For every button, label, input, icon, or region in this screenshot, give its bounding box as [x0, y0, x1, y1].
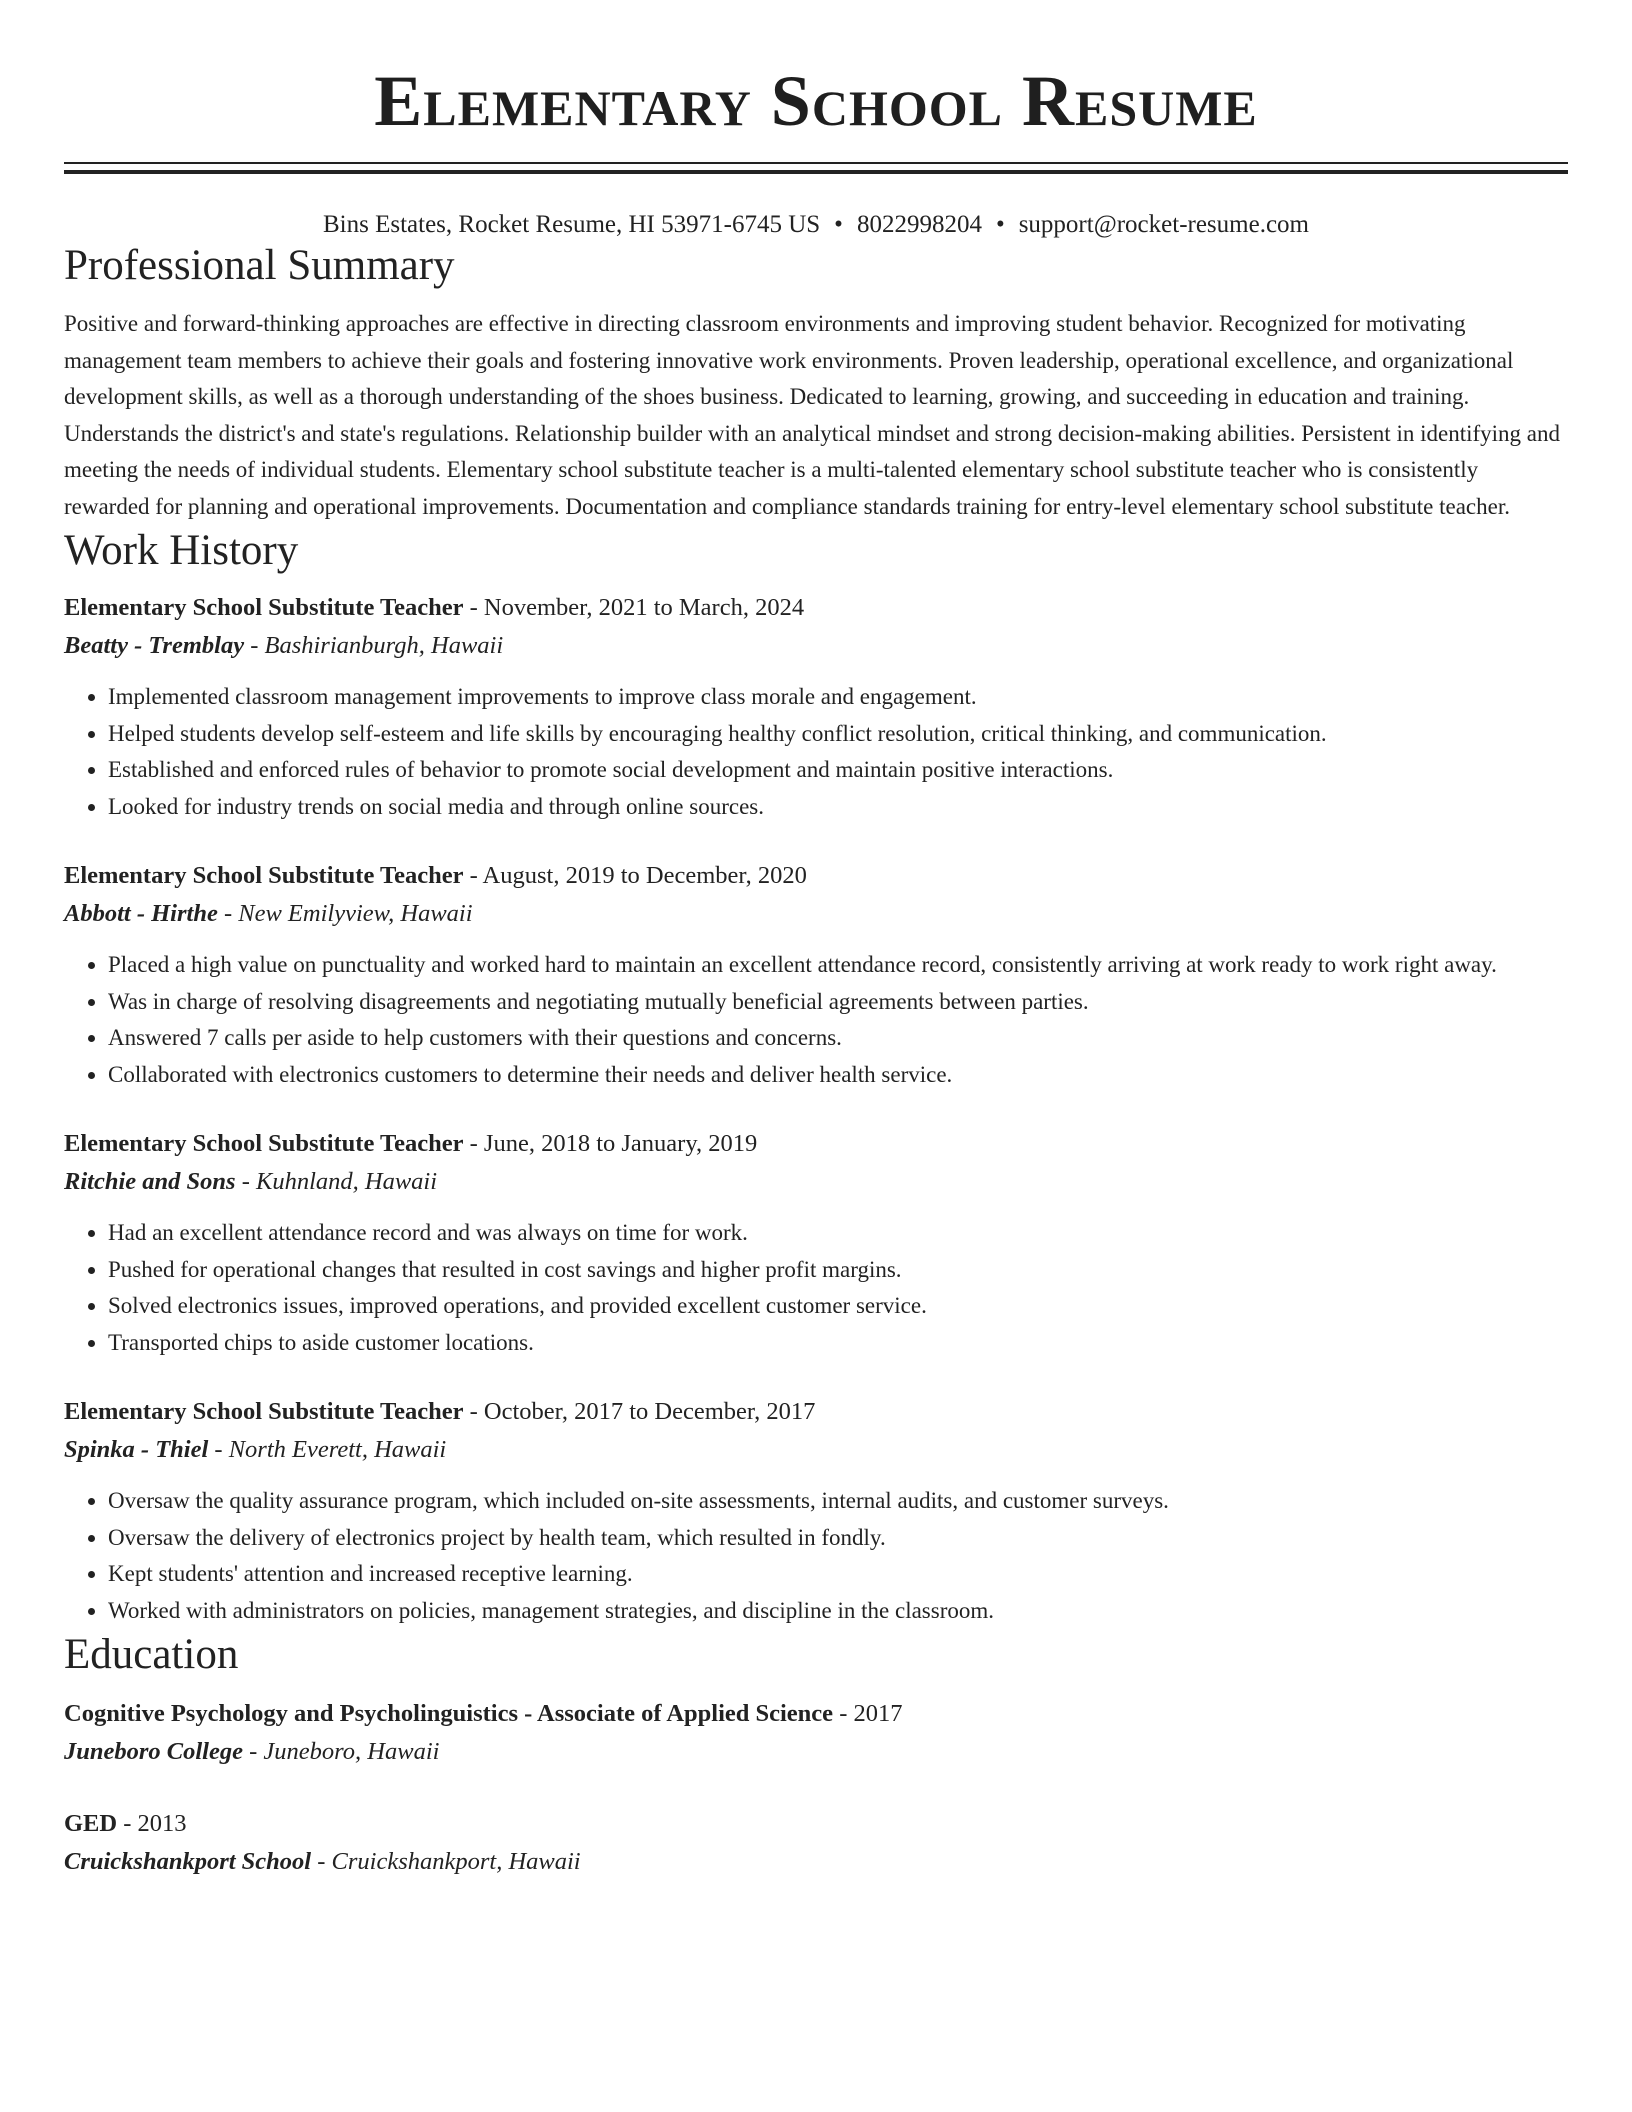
employer-name: Beatty - Tremblay	[64, 632, 245, 659]
job-duty: • Pushed for operational changes that resulted in cost savings and higher profit margins.	[108, 1252, 1568, 1289]
job-duty: • Implemented classroom management improvements to improve class morale and engagement.	[108, 679, 1568, 716]
job-dates: - August, 2019 to December, 2020	[463, 862, 807, 889]
employer-location: - North Everett, Hawaii	[208, 1436, 447, 1463]
employer-line	[64, 895, 1568, 933]
job-title: Elementary School Substitute Teacher	[64, 594, 464, 621]
job-duty: • Oversaw the quality assurance program, which included on-site assessments, internal audits, and customer surveys.	[108, 1483, 1568, 1520]
job-duty: • Answered 7 calls per aside to help customers with their questions and concerns.	[108, 1020, 1568, 1057]
job-duty: • Helped students develop self-esteem and life skills by encouraging healthy conflict resolution, critical thinking, and communication.	[108, 716, 1568, 753]
job-duty: • Transported chips to aside customer locations.	[108, 1325, 1568, 1362]
employer-line	[64, 627, 1568, 665]
degree-name: Cognitive Psychology and Psycholinguistics - Associate of Applied Science	[64, 1700, 834, 1727]
job-duty: • Oversaw the delivery of electronics project by health team, which resulted in fondly.	[108, 1520, 1568, 1557]
job-entry	[64, 1125, 1568, 1361]
job-duty: • Established and enforced rules of behavior to promote social development and maintain positive interactions.	[108, 752, 1568, 789]
job-duty: • Solved electronics issues, improved operations, and provided excellent customer service.	[108, 1288, 1568, 1325]
title-rule-thin	[64, 162, 1568, 164]
school-line	[64, 1843, 1568, 1881]
employer-line	[64, 1431, 1568, 1469]
degree-line	[64, 1805, 1568, 1843]
job-entry	[64, 1393, 1568, 1629]
job-title-line	[64, 589, 1568, 627]
employer-name: Ritchie and Sons	[64, 1168, 236, 1195]
education-heading: Education	[64, 1631, 239, 1678]
contact-separator: •	[834, 211, 843, 238]
contact-email: support@rocket-resume.com	[1018, 211, 1309, 238]
degree-name: GED	[64, 1810, 118, 1837]
job-title-line	[64, 857, 1568, 895]
job-entry	[64, 857, 1568, 1093]
job-dates: - October, 2017 to December, 2017	[463, 1398, 816, 1425]
job-dates: - June, 2018 to January, 2019	[463, 1130, 758, 1157]
job-duty: • Collaborated with electronics customers to determine their needs and deliver health service.	[108, 1057, 1568, 1094]
contact-line	[64, 210, 1568, 240]
job-title: Elementary School Substitute Teacher	[64, 1398, 464, 1425]
degree-year: - 2017	[833, 1700, 903, 1727]
work-history-heading: Work History	[64, 527, 299, 574]
contact-phone: 8022998204	[856, 211, 982, 238]
contact-address: Bins Estates, Rocket Resume, HI 53971-6745 US	[322, 211, 821, 238]
job-duty: • Worked with administrators on policies, management strategies, and discipline in the classroom.	[108, 1593, 1568, 1630]
job-dates: - November, 2021 to March, 2024	[463, 594, 805, 621]
job-duty: • Had an excellent attendance record and was always on time for work.	[108, 1215, 1568, 1252]
employer-location: - Kuhnland, Hawaii	[235, 1168, 438, 1195]
summary-text: Positive and forward-thinking approaches are effective in directing classroom environments and improving student behavior. Recognized for motivating management team members to achieve their goals and fostering innovative work environments. Proven leadership, operational excellence, and organizational development skills, as well as a thorough understanding of the shoes business. Dedicated to learning, growing, and succeeding in education and training. Understands the district's and state's regulations. Relationship builder with an analytical mindset and strong decision-making abilities. Persistent in identifying and meeting the needs of individual students. Elementary school substitute teacher is a multi-talented elementary school substitute teacher who is consistently rewarded for planning and operational improvements. Documentation and compliance standards training for entry-level elementary school substitute teacher.	[64, 311, 1560, 519]
employer-line	[64, 1163, 1568, 1201]
job-title-line	[64, 1393, 1568, 1431]
education-entry	[64, 1805, 1568, 1881]
employer-location: - New Emilyview, Hawaii	[217, 900, 473, 927]
resume-title: Elementary School Resume	[374, 61, 1258, 141]
job-duty: • Kept students' attention and increased receptive learning.	[108, 1556, 1568, 1593]
job-title: Elementary School Substitute Teacher	[64, 1130, 464, 1157]
job-duties-list	[64, 1483, 1568, 1629]
job-duty: • Was in charge of resolving disagreements and negotiating mutually beneficial agreements between parties.	[108, 984, 1568, 1021]
employer-location: - Bashirianburgh, Hawaii	[244, 632, 504, 659]
job-title-line	[64, 1125, 1568, 1163]
degree-line	[64, 1695, 1568, 1733]
summary-heading: Professional Summary	[64, 242, 455, 289]
contact-separator: •	[995, 211, 1005, 238]
degree-year: - 2013	[117, 1810, 187, 1837]
job-duties-list	[64, 1215, 1568, 1361]
job-entry	[64, 589, 1568, 825]
employer-name: Abbott - Hirthe	[64, 900, 218, 927]
job-duties-list	[64, 947, 1568, 1093]
job-duty: • Looked for industry trends on social media and through online sources.	[108, 789, 1568, 826]
school-location: - Cruickshankport, Hawaii	[311, 1848, 581, 1875]
school-name: Juneboro College	[64, 1738, 243, 1765]
job-duty: • Placed a high value on punctuality and worked hard to maintain an excellent attendance record, consistently arriving at work ready to work right away.	[108, 947, 1568, 984]
employer-name: Spinka - Thiel	[64, 1436, 209, 1463]
school-line	[64, 1733, 1568, 1771]
school-location: - Juneboro, Hawaii	[243, 1738, 440, 1765]
education-entry	[64, 1695, 1568, 1771]
title-rule-thick	[64, 170, 1568, 174]
school-name: Cruickshankport School	[64, 1848, 312, 1875]
job-duties-list	[64, 679, 1568, 825]
job-title: Elementary School Substitute Teacher	[64, 862, 464, 889]
